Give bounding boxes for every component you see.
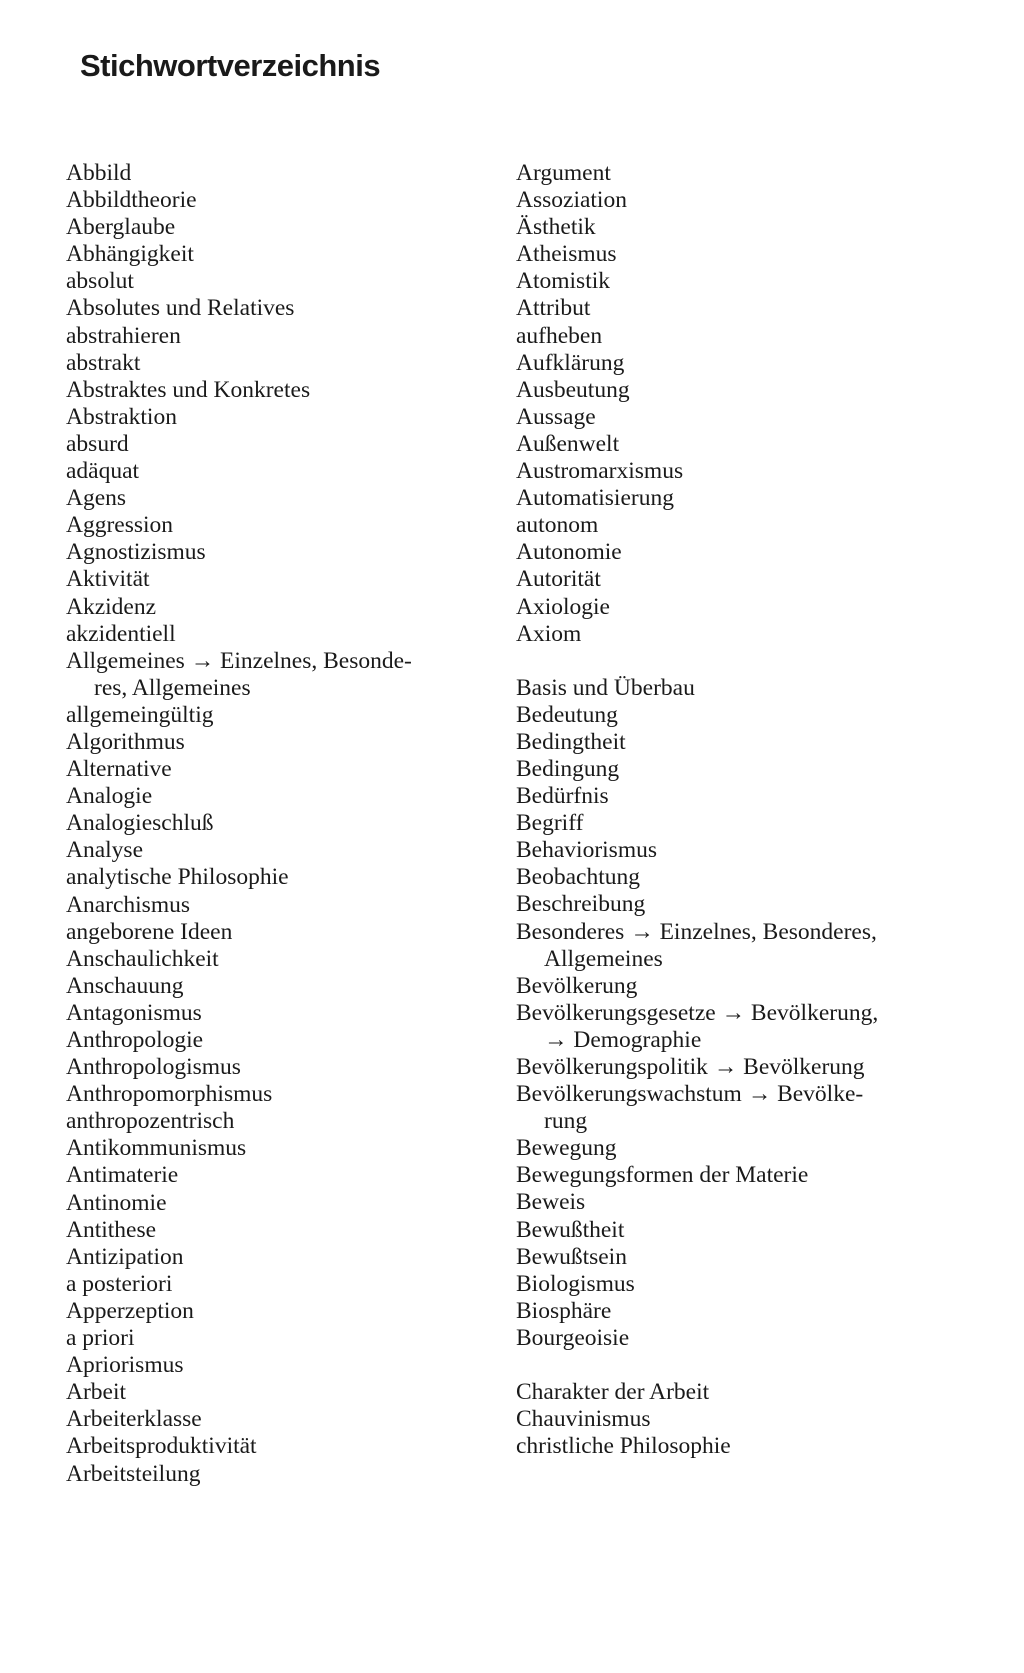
index-entry: Automatisierung (516, 485, 674, 512)
index-entry: Akzidenz (66, 593, 157, 620)
index-entry: Arbeiterklasse (66, 1406, 202, 1433)
index-entry: christliche Philosophie (516, 1433, 731, 1460)
index-column-right (516, 160, 936, 1460)
index-entry: Bewegungsformen der Materie (516, 1162, 809, 1189)
index-entry: Anschauung (66, 972, 184, 999)
index-entry-continuation: Allgemeines (544, 945, 663, 972)
index-entry: Bourgeoisie (516, 1324, 630, 1351)
index-entry-continuation: rung (544, 1108, 588, 1135)
index-entry: aufheben (516, 322, 603, 349)
index-entry-continuation: → Demographie (544, 1026, 702, 1053)
index-entry: Alternative (66, 756, 172, 783)
index-entry: Bedeutung (516, 701, 618, 728)
index-entry: Antagonismus (66, 999, 202, 1026)
index-entry: Abhängigkeit (66, 241, 194, 268)
index-entry: Abbild (66, 160, 132, 186)
index-entry: Antimaterie (66, 1162, 179, 1189)
index-entry: Anthropomorphismus (66, 1081, 273, 1108)
index-entry: Bevölkerung (516, 972, 638, 999)
index-entry: Anarchismus (66, 891, 191, 918)
index-entry: Autorität (516, 566, 601, 593)
index-entry: Axiologie (516, 593, 610, 620)
index-entry: Bedingung (516, 755, 620, 782)
index-entry: Biologismus (516, 1270, 635, 1297)
index-entry: Antithese (66, 1216, 157, 1243)
index-entry: Anthropologismus (66, 1054, 241, 1081)
index-entry: Agnostizismus (66, 539, 206, 566)
index-column-left (66, 160, 466, 1488)
index-entry: abstrahieren (66, 322, 181, 349)
index-entry: autonom (516, 512, 599, 539)
index-entry: Bedürfnis (516, 783, 609, 810)
index-entry: Axiom (516, 620, 582, 647)
index-entry: akzidentiell (66, 620, 176, 647)
index-entry: Abstraktion (66, 403, 177, 430)
index-entry: Ästhetik (516, 214, 596, 241)
index-entry: Bedingtheit (516, 728, 626, 755)
index-entry: Abbildtheorie (66, 187, 197, 214)
index-entry: Chauvinismus (516, 1406, 651, 1433)
index-entry: absolut (66, 268, 134, 295)
index-entry: Antikommunismus (66, 1135, 247, 1162)
index-entry: Arbeitsteilung (66, 1460, 201, 1487)
index-entry: Behaviorismus (516, 837, 657, 864)
index-entry: Analogie (66, 783, 153, 810)
index-entry: Bewußtheit (516, 1216, 625, 1243)
index-entry-continuation: res, Allgemeines (94, 674, 251, 701)
index-entry: Ausbeutung (516, 376, 630, 403)
index-letter-group (516, 1379, 936, 1460)
index-entry: Besonderes → Einzelnes, Besonderes, (516, 918, 877, 945)
index-entry: Analyse (66, 837, 144, 864)
index-entry: Agens (66, 485, 127, 512)
index-entry: a priori (66, 1325, 135, 1352)
index-entry: Austromarxismus (516, 458, 684, 485)
index-entry: Abstraktes und Konkretes (66, 376, 311, 403)
index-entry: Autonomie (516, 539, 622, 566)
index-entry: allgemeingültig (66, 701, 214, 728)
index-entry: Begriff (516, 810, 584, 837)
index-entry: absurd (66, 430, 129, 457)
index-entry: abstrakt (66, 349, 141, 376)
index-entry: Aktivität (66, 566, 150, 593)
index-entry: Anthropologie (66, 1027, 204, 1053)
index-entry: Atheismus (516, 241, 617, 268)
index-entry: Bewußtsein (516, 1243, 627, 1270)
index-entry: Allgemeines → Einzelnes, Besonde- (66, 647, 412, 674)
index-entry: Algorithmus (66, 728, 185, 755)
index-entry: Beweis (516, 1189, 586, 1216)
index-entry: analytische Philosophie (66, 864, 289, 891)
index-entry: Basis und Überbau (516, 674, 695, 701)
index-entry: Beschreibung (516, 891, 646, 918)
index-entry: Apriorismus (66, 1352, 184, 1379)
index-entry: Charakter der Arbeit (516, 1379, 710, 1406)
index-letter-group (516, 675, 936, 1352)
index-entry: Anschaulichkeit (66, 945, 219, 972)
index-entry: Bewegung (516, 1135, 617, 1162)
index-entry: Analogieschluß (66, 810, 214, 837)
index-entry: a posteriori (66, 1270, 173, 1297)
index-entry: Bevölkerungspolitik → Bevölkerung (516, 1054, 865, 1080)
index-entry: Bevölkerungsgesetze → Bevölkerung, (516, 999, 879, 1026)
index-letter-group (516, 160, 936, 648)
page-title: Stichwortverzeichnis (80, 48, 381, 83)
index-entry: Atomistik (516, 268, 611, 295)
index-entry: Assoziation (516, 187, 627, 214)
index-entry: Arbeitsproduktivität (66, 1433, 257, 1460)
index-entry: Apperzeption (66, 1297, 194, 1324)
index-entry: Aufklärung (516, 349, 625, 376)
index-entry: anthropozentrisch (66, 1108, 235, 1135)
index-entry: Biosphäre (516, 1297, 612, 1324)
index-entry: adäquat (66, 458, 140, 485)
index-entry: Bevölkerungswachstum → Bevölke- (516, 1081, 864, 1108)
index-entry: Aberglaube (66, 214, 176, 241)
index-entry: Aussage (516, 403, 596, 430)
index-entry: Aggression (66, 512, 174, 539)
index-entry: Antizipation (66, 1243, 184, 1270)
index-entry: Beobachtung (516, 864, 640, 891)
index-entry: Absolutes und Relatives (66, 295, 295, 322)
index-entry: angeborene Ideen (66, 918, 233, 945)
index-entry: Attribut (516, 295, 591, 322)
index-entry: Argument (516, 160, 611, 186)
index-entry: Arbeit (66, 1379, 127, 1406)
index-entry: Außenwelt (516, 430, 620, 457)
index-entry: Antinomie (66, 1189, 167, 1216)
